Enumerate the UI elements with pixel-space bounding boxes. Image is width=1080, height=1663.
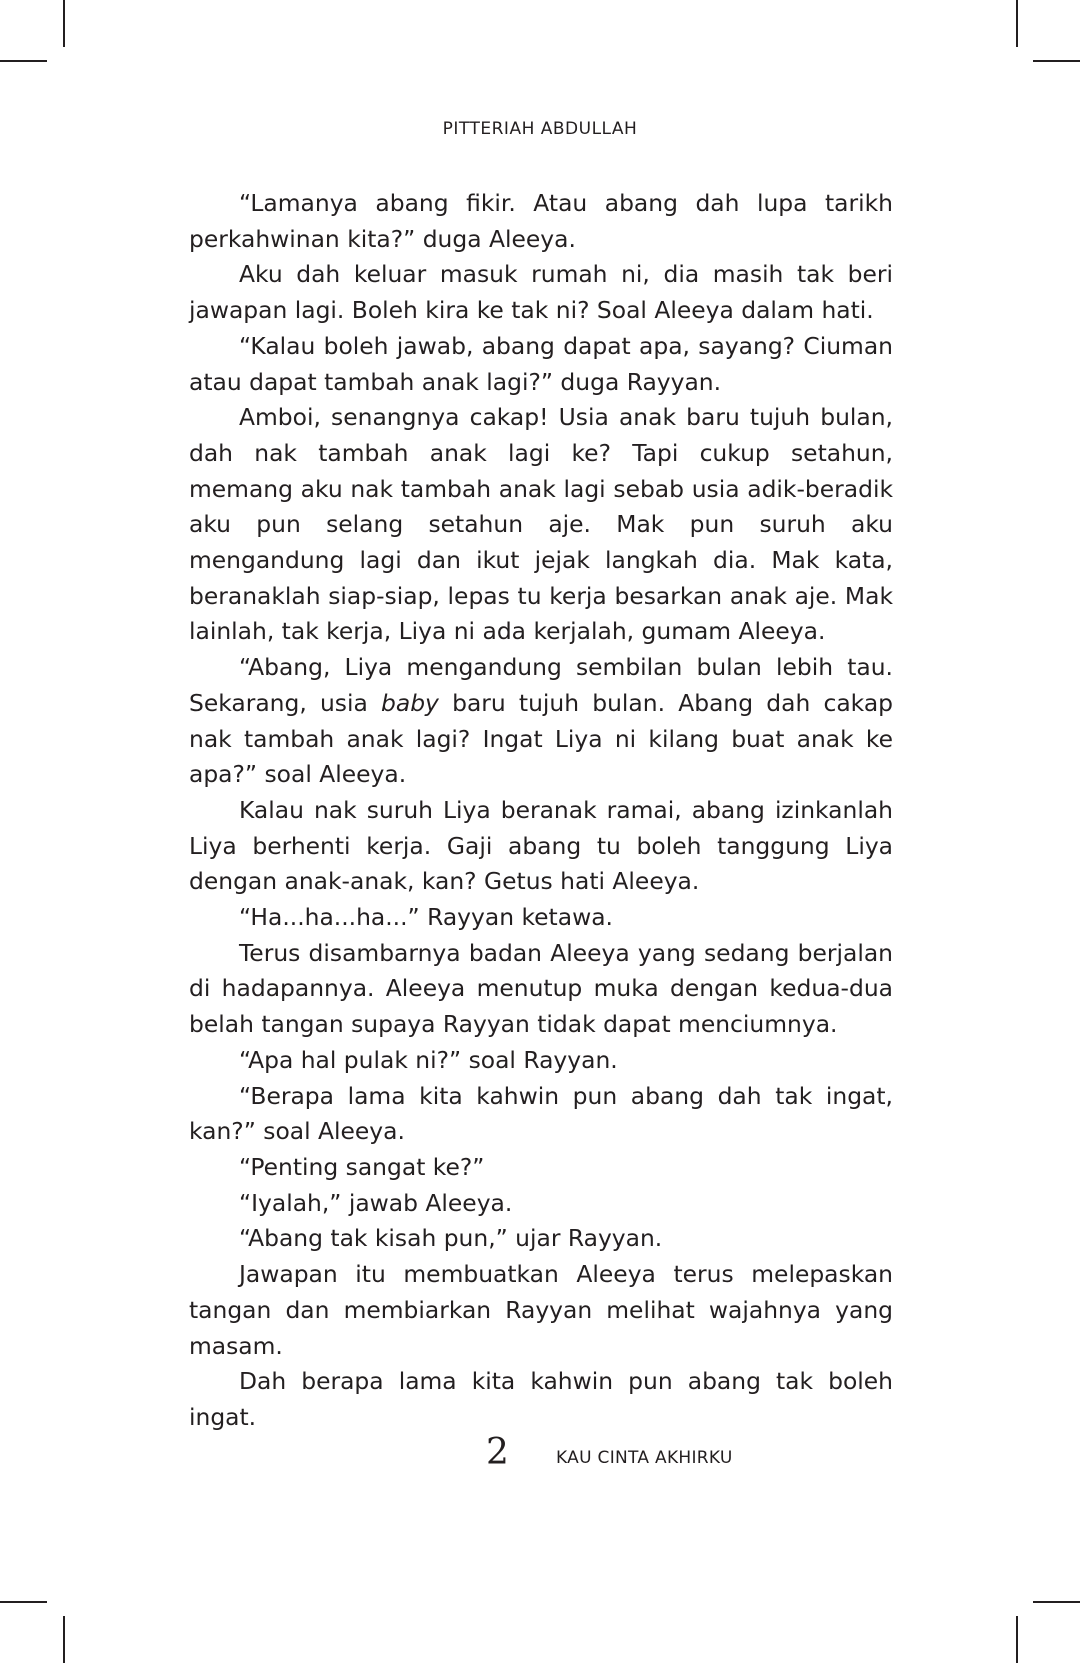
crop-mark-top-left-vertical bbox=[63, 0, 65, 47]
paragraph bbox=[189, 650, 893, 793]
paragraph: Dah berapa lama kita kahwin pun abang tak boleh ingat. bbox=[189, 1367, 893, 1431]
paragraph: “Apa hal pulak ni?” soal Rayyan. bbox=[239, 1045, 618, 1074]
paragraph: “Iyalah,” jawab Aleeya. bbox=[239, 1188, 513, 1217]
crop-mark-bottom-right-horizontal bbox=[1033, 1601, 1080, 1603]
crop-mark-bottom-right-vertical bbox=[1016, 1616, 1018, 1663]
paragraph: “Berapa lama kita kahwin pun abang dah tak ingat, kan?” soal Aleeya. bbox=[189, 1081, 893, 1146]
paragraph-text: baru tujuh bulan. Abang dah cakap nak tambah anak lagi? Ingat Liya ni kilang buat anak ke apa?” soal Aleeya. bbox=[189, 688, 893, 789]
paragraph: “Abang tak kisah pun,” ujar Rayyan. bbox=[239, 1224, 663, 1253]
paragraph-text: “Abang, Liya mengandung sembilan bulan lebih tau. Sekarang, usia bbox=[189, 653, 893, 717]
body-text bbox=[189, 186, 893, 1436]
crop-mark-top-left-horizontal bbox=[0, 60, 47, 62]
crop-mark-bottom-left-vertical bbox=[63, 1616, 65, 1663]
emphasis-text: baby bbox=[381, 688, 439, 717]
paragraph: “Lamanya abang fikir. Atau abang dah lupa tarikh perkahwinan kita?” duga Aleeya. bbox=[189, 189, 893, 253]
crop-mark-bottom-left-horizontal bbox=[0, 1601, 47, 1603]
paragraph: Terus disambarnya badan Aleeya yang sedang berjalan di hadapannya. Aleeya menutup muka dengan kedua-dua belah tangan supaya Rayyan tidak dapat menciumnya. bbox=[189, 938, 893, 1039]
running-footer-book-title: KAU CINTA AKHIRKU bbox=[556, 1448, 733, 1468]
paragraph: “Kalau boleh jawab, abang dapat apa, sayang? Ciuman atau dapat tambah anak lagi?” duga Rayyan. bbox=[189, 331, 893, 396]
paragraph: Amboi, senangnya cakap! Usia anak baru tujuh bulan, dah nak tambah anak lagi ke? Tapi cukup setahun, memang aku nak tambah anak lagi sebab usia adik-beradik aku pun selang setahun aje. Mak pun suruh aku mengandung lagi dan ikut jejak langkah dia. Mak kata, beranaklah siap-siap, lepas tu kerja besarkan anak aje. Mak lainlah, tak kerja, Liya ni ada kerjalah, gumam Aleeya. bbox=[189, 403, 893, 646]
paragraph: Kalau nak suruh Liya beranak ramai, abang izinkanlah Liya berhenti kerja. Gaji abang tu boleh tanggung Liya dengan anak-anak, kan? Getus hati Aleeya. bbox=[189, 795, 893, 896]
crop-mark-top-right-vertical bbox=[1016, 0, 1018, 47]
paragraph: “Ha...ha...ha...” Rayyan ketawa. bbox=[239, 903, 613, 932]
page-number: 2 bbox=[486, 1432, 509, 1473]
paragraph: Aku dah keluar masuk rumah ni, dia masih tak beri jawapan lagi. Boleh kira ke tak ni? Soal Aleeya dalam hati. bbox=[189, 260, 893, 325]
paragraph: “Penting sangat ke?” bbox=[239, 1152, 485, 1181]
crop-mark-top-right-horizontal bbox=[1033, 60, 1080, 62]
running-header-author: PITTERIAH ABDULLAH bbox=[442, 119, 638, 139]
paragraph: Jawapan itu membuatkan Aleeya terus melepaskan tangan dan membiarkan Rayyan melihat wajahnya yang masam. bbox=[189, 1260, 893, 1360]
